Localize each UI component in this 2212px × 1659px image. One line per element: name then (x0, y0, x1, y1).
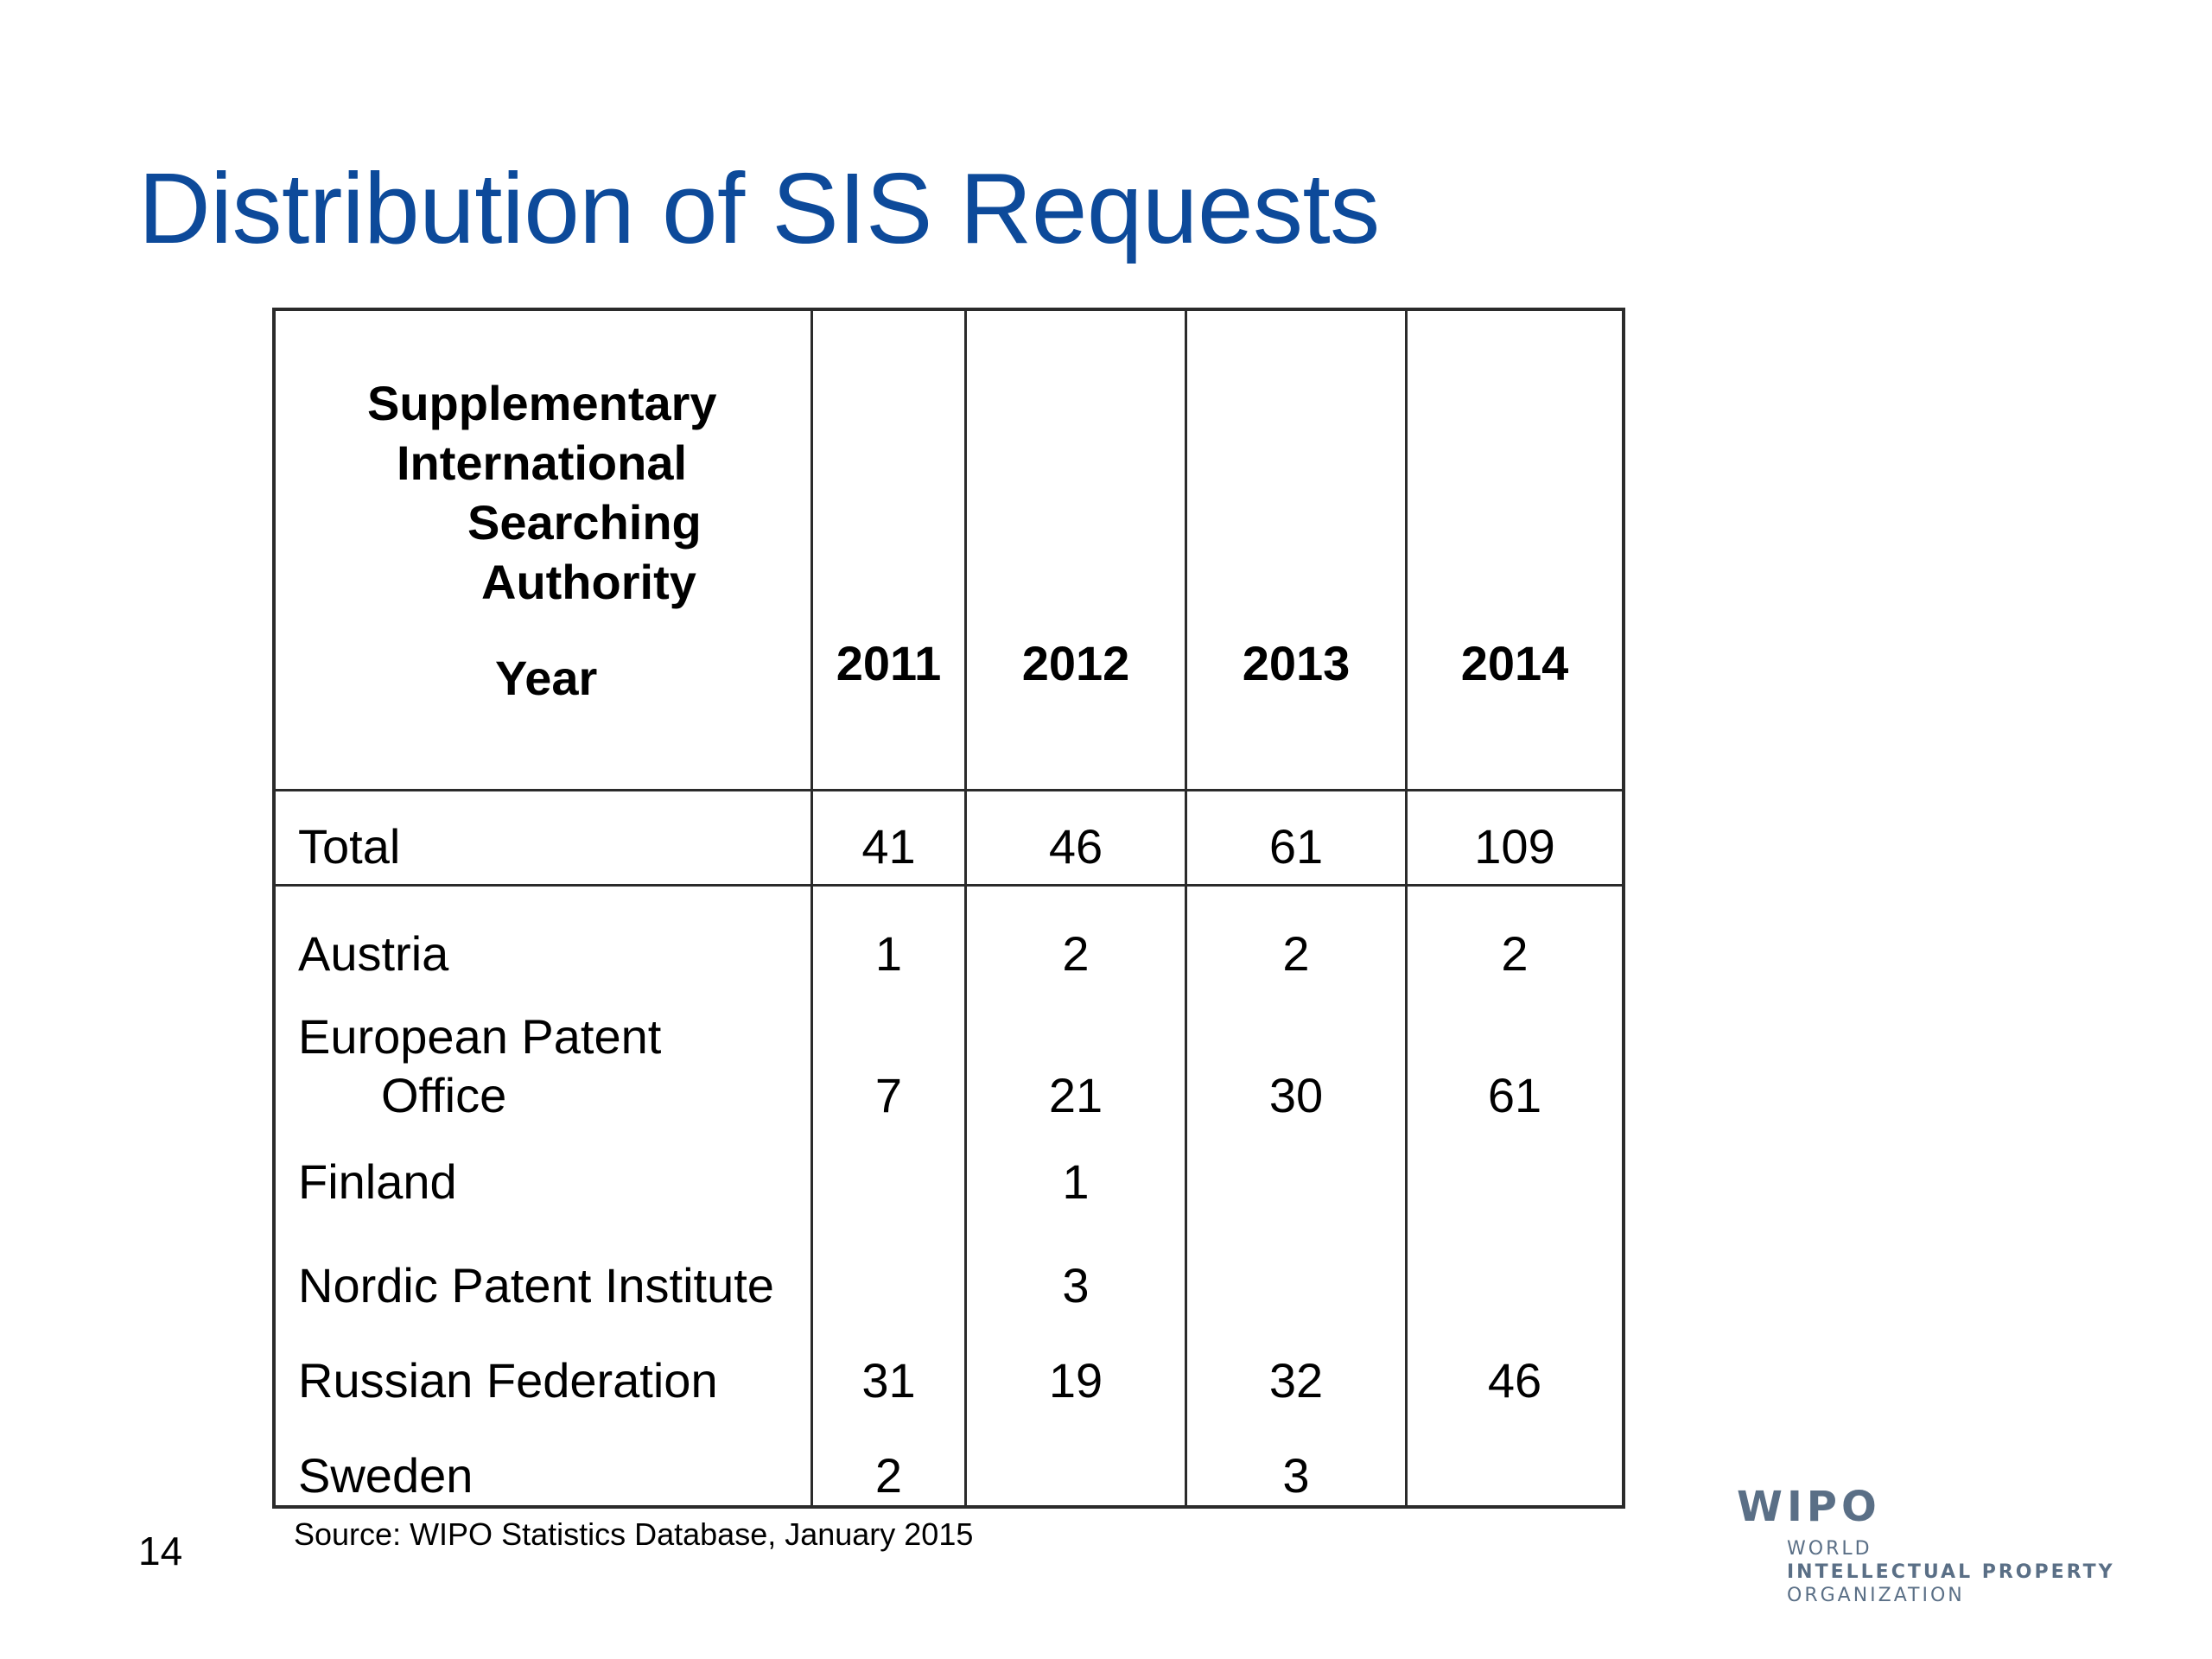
total-value: 61 (1268, 819, 1324, 874)
row-label-russia: Russian Federation (298, 1353, 718, 1408)
header-stub-line: Supplementary (367, 376, 717, 430)
table-cell: 19 (1048, 1353, 1103, 1408)
header-year-cell (967, 311, 1187, 791)
table-cell: 1 (874, 926, 903, 981)
header-year-cell (1187, 311, 1408, 791)
row-label-epo-cont: Office (381, 1068, 507, 1122)
table-cell: 2 (1062, 926, 1090, 981)
total-label-cell (276, 791, 813, 887)
total-cell (813, 791, 967, 887)
page-number: 14 (138, 1529, 183, 1573)
year-2014: 2014 (1460, 636, 1569, 690)
total-cell (967, 791, 1187, 887)
table-cell: 2 (1501, 926, 1529, 981)
header-stub-line: Searching (467, 495, 702, 550)
table-cell: 7 (874, 1068, 903, 1122)
wipo-logo-mark: WIPO (1737, 1483, 1881, 1531)
year-2013: 2013 (1242, 636, 1351, 690)
wipo-logo (1737, 1483, 2160, 1607)
table-cell: 3 (1062, 1258, 1090, 1313)
table-cell: 30 (1268, 1068, 1324, 1122)
year-column-2014 (1408, 887, 1622, 1505)
year-2012: 2012 (1021, 636, 1130, 690)
table-cell: 2 (874, 1448, 903, 1503)
row-label-nordic: Nordic Patent Institute (298, 1258, 774, 1313)
table-cell: 32 (1268, 1353, 1324, 1408)
header-year-cell (813, 311, 967, 791)
sis-requests-table (272, 308, 1625, 1509)
total-value: 46 (1048, 819, 1103, 874)
year-column-2013 (1187, 887, 1408, 1505)
row-label-finland: Finland (298, 1154, 457, 1209)
row-label-epo: European Patent (298, 1009, 662, 1064)
table-cell: 1 (1062, 1154, 1090, 1209)
wipo-logo-line: ORGANIZATION (1787, 1585, 1965, 1606)
table-cell: 2 (1282, 926, 1310, 981)
table-cell: 3 (1282, 1448, 1310, 1503)
row-label-sweden: Sweden (298, 1448, 474, 1503)
authority-labels-column (276, 887, 813, 1505)
row-label-austria: Austria (298, 926, 449, 981)
slide-title: Distribution of SIS Requests (138, 152, 1380, 264)
table-cell: 61 (1487, 1068, 1542, 1122)
header-year-label: Year (495, 651, 598, 705)
header-stub-line: International (397, 435, 688, 490)
header-stub-line: Authority (481, 555, 696, 609)
header-stub-cell (276, 311, 813, 791)
total-value: 41 (861, 819, 916, 874)
total-cell (1187, 791, 1408, 887)
total-value: 109 (1474, 819, 1555, 874)
table-cell: 31 (861, 1353, 916, 1408)
wipo-logo-line: WORLD (1787, 1538, 1872, 1560)
year-2011: 2011 (836, 636, 942, 690)
table-cell: 46 (1487, 1353, 1542, 1408)
year-column-2011 (813, 887, 967, 1505)
total-label: Total (298, 819, 401, 874)
wipo-logo-line: INTELLECTUAL PROPERTY (1787, 1561, 2115, 1583)
header-year-cell (1408, 311, 1622, 791)
total-cell (1408, 791, 1622, 887)
year-column-2012 (967, 887, 1187, 1505)
source-note: Source: WIPO Statistics Database, January 2015 (294, 1516, 974, 1552)
table-cell: 21 (1048, 1068, 1103, 1122)
